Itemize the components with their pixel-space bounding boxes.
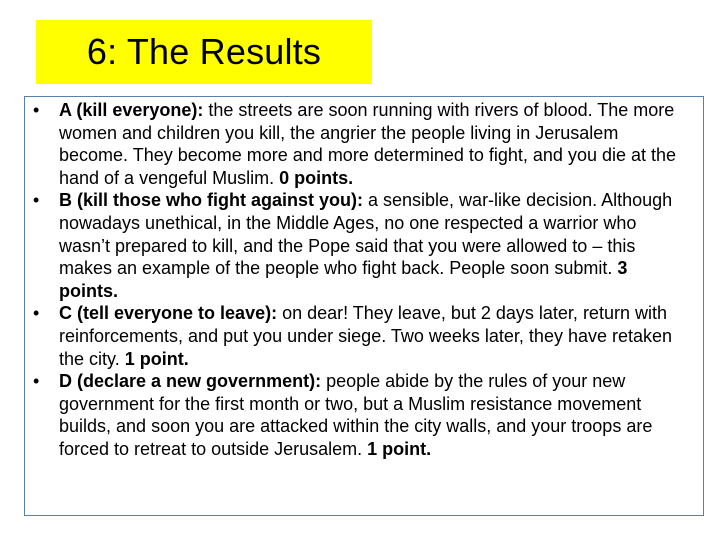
- bullet-icon: •: [33, 190, 40, 211]
- result-item-b: [33, 189, 691, 302]
- result-item-c: [33, 302, 691, 370]
- result-text: people abide by the rules of your new government for the first month or two, but a Muslim resistance movement builds, and soon you are attacked within the city walls, and your troops are forced to retreat to outside Jerusalem.: [59, 371, 653, 459]
- points-label: 1 point.: [124, 348, 189, 369]
- option-label: A (kill everyone):: [59, 100, 204, 120]
- bullet-icon: •: [33, 303, 40, 324]
- result-text: the streets are soon running with rivers of blood. The more women and children you kill, the angrier the people living in Jerusalem become. They become more and more determined to fight, and you die at the hand of a vengeful Muslim.: [59, 100, 677, 188]
- points-label: 3 points.: [59, 258, 628, 301]
- content-box: [24, 96, 704, 516]
- points-label: 0 points.: [279, 167, 354, 188]
- result-text: a sensible, war-like decision. Although nowadays unethical, in the Middle Ages, no one respected a warrior who wasn’t prepared to kill, and the Pope said that you were allowed to – this makes an example of the people who fight back. People soon submit.: [59, 190, 673, 279]
- result-item-a: [33, 99, 691, 189]
- title-box: [36, 20, 372, 84]
- option-label: B (kill those who fight against you):: [59, 190, 363, 211]
- result-text: on dear! They leave, but 2 days later, return with reinforcements, and put you under siege. Two weeks later, they have retaken the city.: [59, 303, 673, 369]
- option-label: D (declare a new government):: [59, 371, 322, 392]
- bullet-icon: •: [33, 100, 40, 120]
- slide-title: 6: The Results: [86, 31, 322, 72]
- bullet-icon: •: [33, 371, 40, 392]
- points-label: 1 point.: [367, 438, 432, 459]
- option-label: C (tell everyone to leave):: [59, 303, 278, 324]
- results-list: [33, 99, 691, 461]
- result-item-d: [33, 370, 691, 460]
